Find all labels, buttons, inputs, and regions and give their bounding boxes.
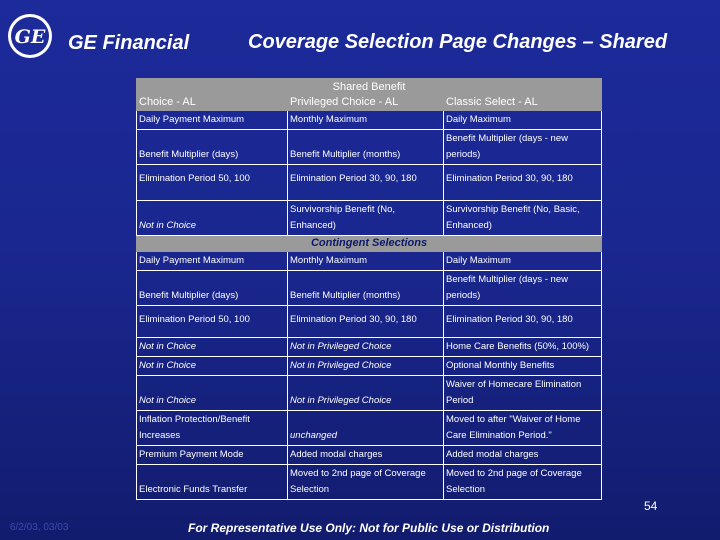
table-cell: Daily Maximum [444,252,602,271]
table-cell: Survivorship Benefit (No, Basic, Enhanced) [444,201,602,236]
table-cell: Benefit Multiplier (days) [137,130,288,165]
column-header-row [137,95,602,111]
table-row [137,130,602,165]
table-cell: Home Care Benefits (50%, 100%) [444,338,602,357]
table-row [137,376,602,411]
contingent-selections-heading: Contingent Selections [137,236,602,252]
table-row [137,111,602,130]
table-cell: Benefit Multiplier (days - new periods) [444,271,602,306]
table-cell: Premium Payment Mode [137,446,288,465]
ge-logo-icon [6,12,54,60]
table-cell: Optional Monthly Benefits [444,357,602,376]
table-cell: Elimination Period 30, 90, 180 [444,165,602,201]
table-row [137,411,602,446]
table-cell: Electronic Funds Transfer [137,465,288,500]
table-cell: Survivorship Benefit (No, Enhanced) [288,201,444,236]
table-cell: Benefit Multiplier (days - new periods) [444,130,602,165]
table-cell: Monthly Maximum [288,111,444,130]
table-cell: Not in Choice [137,338,288,357]
table-cell: Not in Privileged Choice [288,357,444,376]
shared-benefit-heading: Shared Benefit [137,79,602,95]
table-row [137,306,602,338]
table-row [137,338,602,357]
svg-text:GE: GE [14,26,46,48]
table-cell: Daily Maximum [444,111,602,130]
table-cell: unchanged [288,411,444,446]
shared-header-row [137,79,602,95]
table-cell: Not in Privileged Choice [288,338,444,357]
table-cell: Not in Choice [137,357,288,376]
column-header-privileged: Privileged Choice - AL [288,95,444,111]
table-cell: Daily Payment Maximum [137,252,288,271]
column-header-choice: Choice - AL [137,95,288,111]
table-row [137,201,602,236]
table-row [137,357,602,376]
table-cell: Elimination Period 30, 90, 180 [288,165,444,201]
table-cell: Added modal charges [288,446,444,465]
table-cell: Moved to 2nd page of Coverage Selection [288,465,444,500]
coverage-table [136,78,602,500]
contingent-header-row [137,236,602,252]
table-cell: Elimination Period 30, 90, 180 [444,306,602,338]
table-row [137,165,602,201]
table-cell: Not in Choice [137,201,288,236]
table-cell: Benefit Multiplier (months) [288,271,444,306]
table-row [137,446,602,465]
page-number: 54 [644,499,658,513]
table-cell: Moved to after "Waiver of Home Care Elimination Period." [444,411,602,446]
page-title: Coverage Selection Page Changes – Shared [248,31,668,53]
column-header-classic: Classic Select - AL [444,95,602,111]
table-cell: Elimination Period 50, 100 [137,165,288,201]
table-cell: Inflation Protection/Benefit Increases [137,411,288,446]
table-cell: Benefit Multiplier (days) [137,271,288,306]
brand-name: GE Financial [68,32,190,54]
table-cell: Benefit Multiplier (months) [288,130,444,165]
table-cell: Elimination Period 30, 90, 180 [288,306,444,338]
table-cell: Added modal charges [444,446,602,465]
table-cell: Monthly Maximum [288,252,444,271]
table-row [137,465,602,500]
table-cell: Not in Choice [137,376,288,411]
table-cell: Elimination Period 50, 100 [137,306,288,338]
table-row [137,271,602,306]
footer-date: 6/2/03, 03/03 [10,522,69,533]
footer-notice: For Representative Use Only: Not for Public Use or Distribution [188,521,550,535]
table-cell: Waiver of Homecare Elimination Period [444,376,602,411]
table-cell: Moved to 2nd page of Coverage Selection [444,465,602,500]
table-row [137,252,602,271]
table-cell: Daily Payment Maximum [137,111,288,130]
table-cell: Not in Privileged Choice [288,376,444,411]
